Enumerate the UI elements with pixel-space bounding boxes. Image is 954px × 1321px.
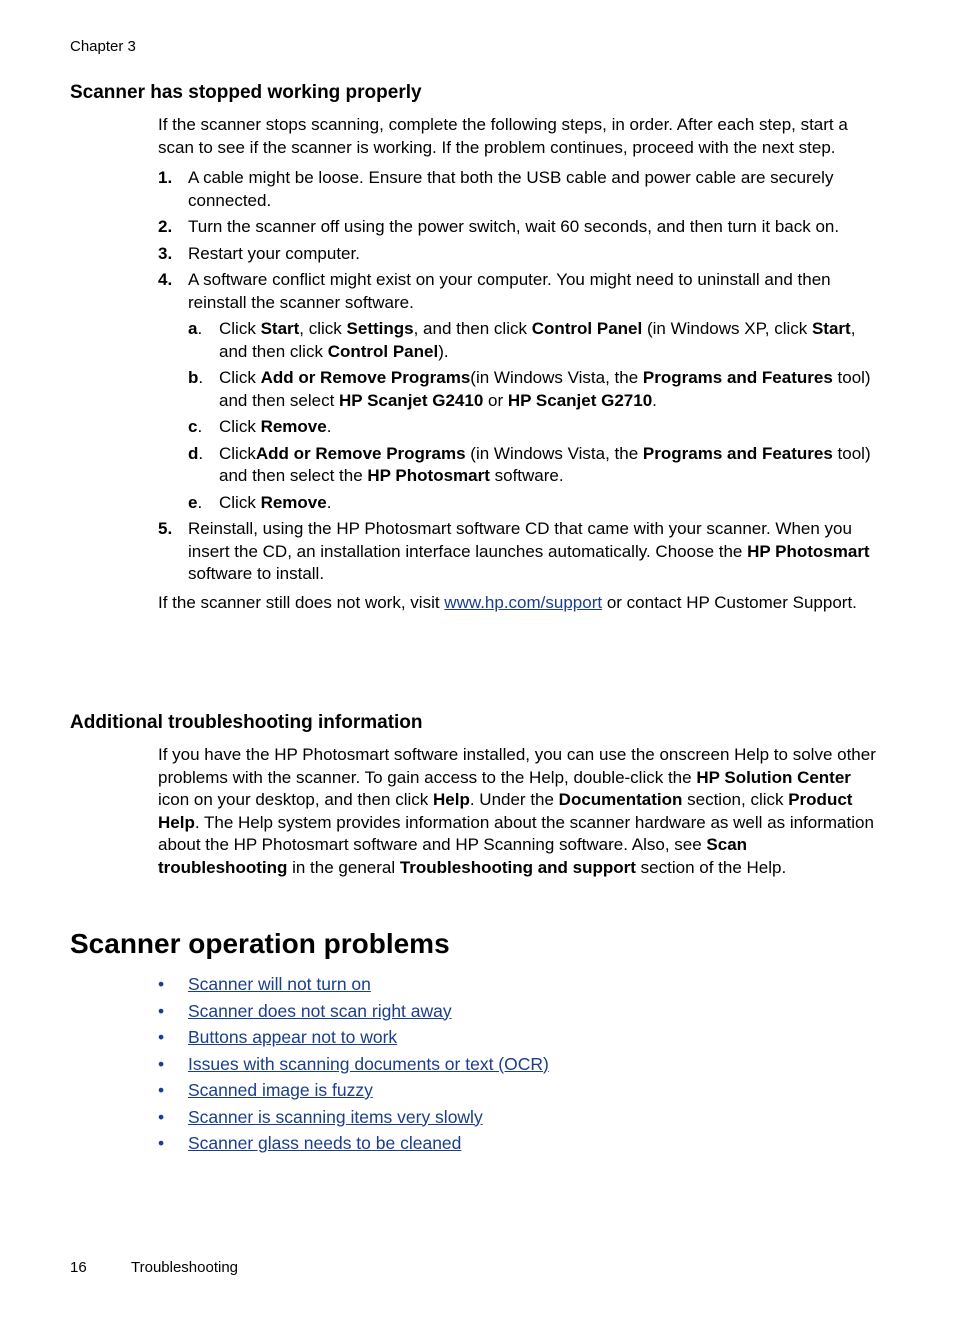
- substep-text: .: [326, 417, 332, 436]
- ui-term: HP Photosmart: [367, 466, 490, 485]
- section-heading-scanner-stopped: Scanner has stopped working properly: [70, 82, 422, 103]
- list-item: [158, 1130, 878, 1157]
- section1-intro: If the scanner stops scanning, complete the following steps, in order. After each step, start a scan to see if the scanner is working. If the problem continues, proceed with the next step.: [158, 115, 848, 157]
- paragraph-text: . The Help system provides information about the scanner hardware as well as information about the HP Photosmart software and HP Scanning software. Also, see: [158, 812, 874, 854]
- substep-text: Click: [219, 368, 261, 387]
- related-topics-list: [158, 971, 878, 1157]
- topic-link[interactable]: Buttons appear not to work: [188, 1027, 398, 1047]
- ui-term: HP Photosmart: [747, 541, 870, 561]
- substep-text: (in Windows Vista, the: [465, 443, 643, 463]
- section2-body: [158, 744, 878, 879]
- page-number: 16: [70, 1259, 87, 1276]
- ui-term: HP Scanjet G2410: [339, 390, 484, 410]
- step-text: Reinstall, using the HP Photosmart software CD that came with your scanner. When you insert the CD, an installation interface launches automatically. Choose the: [188, 519, 852, 561]
- list-item: [158, 1077, 878, 1104]
- list-item: [158, 1051, 878, 1078]
- paragraph-text: . Under the: [469, 790, 559, 809]
- list-item: [158, 1104, 878, 1131]
- substep-letter: e: [188, 492, 198, 512]
- outro-text: or contact HP Customer Support.: [602, 592, 857, 612]
- topic-link[interactable]: Scanner glass needs to be cleaned: [188, 1133, 462, 1153]
- list-item: [158, 1024, 878, 1051]
- topic-link[interactable]: Scanner is scanning items very slowly: [188, 1106, 483, 1127]
- step-item: [158, 518, 878, 586]
- substep-item: a. Click Start, click Settings, and then click Control Panel (in Windows XP, click Start, and then click Control Panel).: [188, 319, 856, 361]
- ui-term: Control Panel: [531, 319, 643, 338]
- substep-item: d. ClickAdd or Remove Programs (in Windows Vista, the Programs and Features tool) and then select the HP Photosmart software.: [188, 443, 871, 485]
- bullet-icon: •: [158, 1027, 165, 1047]
- step-number: 5.: [158, 519, 173, 538]
- substep-item: c. Click Remove.: [188, 417, 332, 436]
- hp-support-link[interactable]: www.hp.com/support: [444, 592, 603, 612]
- substep-item: e. Click Remove.: [188, 492, 332, 512]
- ui-term: Start: [811, 319, 851, 338]
- footer-section-title: Troubleshooting: [131, 1259, 239, 1276]
- ui-term: HP Scanjet G2710: [507, 390, 653, 410]
- step-number: 2.: [158, 217, 173, 236]
- bullet-icon: •: [158, 974, 165, 994]
- substep-text: , and then click: [219, 319, 856, 361]
- step-text: Turn the scanner off using the power switch, wait 60 seconds, and then turn it back on.: [188, 217, 840, 236]
- list-item: [158, 998, 878, 1025]
- paragraph-text: If you have the HP Photosmart software installed, you can use the onscreen Help to solve other problems with the scanner. To gain access to the Help, double-click the: [158, 745, 876, 787]
- ui-term: Settings: [346, 319, 414, 338]
- topic-link[interactable]: Scanner does not scan right away: [188, 1000, 452, 1021]
- substep-text: .: [326, 492, 332, 512]
- ui-term: Add or Remove Programs: [260, 368, 471, 387]
- substep-text: tool) and then select: [219, 368, 871, 410]
- step-text: A cable might be loose. Ensure that both the USB cable and power cable are securely connected.: [188, 168, 834, 210]
- topic-link[interactable]: Scanner will not turn on: [188, 974, 371, 994]
- step-text: Restart your computer.: [188, 243, 360, 263]
- section-heading-additional-info: Additional troubleshooting information: [70, 712, 423, 733]
- bullet-icon: •: [158, 1133, 165, 1153]
- step-number: 1.: [158, 168, 173, 187]
- topic-link[interactable]: Scanned image is fuzzy: [188, 1080, 373, 1100]
- ui-term: Remove: [260, 417, 327, 436]
- ui-term: Product Help: [158, 790, 853, 832]
- step-number: 3.: [158, 243, 173, 263]
- paragraph-text: section of the Help.: [635, 857, 787, 877]
- step-text: A software conflict might exist on your computer. You might need to uninstall and then reinstall the scanner software.: [188, 270, 831, 312]
- bullet-icon: •: [158, 1053, 165, 1074]
- step-item: [158, 167, 878, 212]
- substep-text: ).: [438, 341, 449, 361]
- paragraph-text: section, click: [682, 790, 789, 809]
- ui-term: Troubleshooting and support: [399, 857, 636, 877]
- steps-list: [158, 167, 878, 586]
- substep-text: , click: [299, 319, 347, 338]
- outro-text: If the scanner still does not work, visit: [158, 592, 445, 612]
- paragraph-text: icon on your desktop, and then click: [158, 790, 433, 809]
- substep-text: Click: [219, 417, 261, 436]
- page-heading-operation-problems: Scanner operation problems: [70, 928, 450, 959]
- substep-letter: a: [188, 319, 198, 338]
- bullet-icon: •: [158, 1080, 165, 1100]
- step-item: [158, 216, 878, 239]
- topic-link[interactable]: Issues with scanning documents or text (OCR): [188, 1053, 549, 1074]
- substep-text: Click: [219, 492, 261, 512]
- substep-text: tool) and then select the: [219, 443, 871, 485]
- ui-term: Documentation: [558, 790, 683, 809]
- step-item: [158, 269, 878, 514]
- ui-term: Add or Remove Programs: [255, 443, 466, 463]
- ui-term: Remove: [260, 492, 327, 512]
- bullet-icon: •: [158, 1000, 165, 1021]
- substep-text: (in Windows XP, click: [642, 319, 812, 338]
- ui-term: Help: [433, 790, 470, 809]
- section2-paragraph: [158, 744, 878, 879]
- step-item: [158, 243, 878, 266]
- substep-text: .: [652, 390, 657, 410]
- substep-letter: b: [188, 368, 199, 387]
- ui-term: Scan troubleshooting: [158, 835, 748, 877]
- substep-text: , and then click: [413, 319, 532, 338]
- substeps-list: [188, 318, 878, 514]
- step-text: software to install.: [188, 564, 325, 583]
- section1-body: [158, 114, 878, 614]
- substep-text: Click: [219, 443, 256, 463]
- ui-term: Programs and Features: [642, 443, 833, 463]
- substep-letter: d: [188, 443, 199, 463]
- section1-outro: [158, 592, 878, 615]
- substep-item: b. Click Add or Remove Programs(in Windows Vista, the Programs and Features tool) and then select HP Scanjet G2410 or HP Scanjet G2710.: [188, 368, 871, 410]
- ui-term: Control Panel: [327, 341, 439, 361]
- paragraph-text: in the general: [287, 857, 400, 877]
- substep-text: or: [483, 390, 508, 410]
- substep-letter: c: [188, 417, 198, 436]
- step-number: 4.: [158, 270, 173, 289]
- ui-term: Programs and Features: [642, 368, 833, 387]
- substep-text: software.: [489, 466, 564, 485]
- substep-text: (in Windows Vista, the: [470, 368, 643, 387]
- chapter-label: Chapter 3: [70, 38, 136, 55]
- ui-term: HP Solution Center: [696, 767, 851, 787]
- substep-text: Click: [219, 319, 261, 338]
- ui-term: Start: [260, 319, 300, 338]
- list-item: [158, 971, 878, 998]
- bullet-icon: •: [158, 1106, 165, 1127]
